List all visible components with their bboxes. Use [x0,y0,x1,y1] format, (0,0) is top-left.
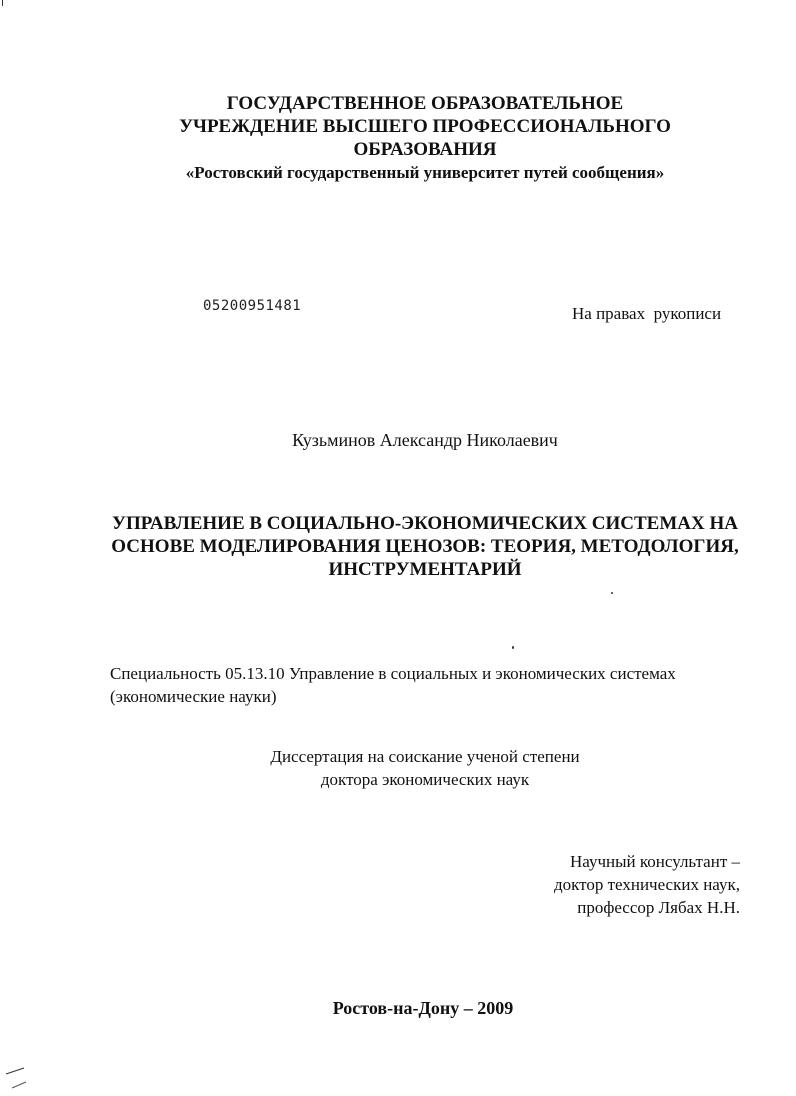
specialty-line: Специальность 05.13.10 Управление в социальных и экономических системах [110,664,676,683]
title-line: УПРАВЛЕНИЕ В СОЦИАЛЬНО-ЭКОНОМИЧЕСКИХ СИСТЕМАХ НА [112,513,738,534]
scan-artifact-mark [4,1062,44,1092]
specialty-line: (экономические науки) [110,687,277,706]
degree-line: доктора экономических наук [320,770,530,789]
scientific-consultant [554,850,740,919]
university-name: «Ростовский государственный университет путей сообщения» [185,163,665,182]
manuscript-rights-note: На правах рукописи [572,304,722,323]
scan-speck [2,0,3,6]
header-line: ОБРАЗОВАНИЯ [353,139,497,160]
consultant-line: профессор Лябах Н.Н. [577,898,740,917]
author-name: Кузьминов Александр Николаевич [292,430,558,450]
scan-speck [512,646,514,649]
degree-statement [0,745,796,791]
city-and-year: Ростов-на-Дону – 2009 [332,998,514,1018]
title-line: ИНСТРУМЕНТАРИЙ [328,559,522,580]
consultant-line: Научный консультант – [570,852,740,871]
institution-header [60,92,790,184]
header-line: УЧРЕЖДЕНИЕ ВЫСШЕГО ПРОФЕССИОНАЛЬНОГО [179,116,671,137]
scan-speck [611,592,613,594]
degree-line: Диссертация на соискание ученой степени [270,747,580,766]
header-line: ГОСУДАРСТВЕННОЕ ОБРАЗОВАТЕЛЬНОЕ [226,93,624,114]
library-code-number: 05200951481 [203,298,302,314]
specialty-block [110,662,676,708]
dissertation-title [60,512,790,581]
title-line: ОСНОВЕ МОДЕЛИРОВАНИЯ ЦЕНОЗОВ: ТЕОРИЯ, МЕТОДОЛОГИЯ, [111,536,739,557]
consultant-line: доктор технических наук, [553,875,740,894]
